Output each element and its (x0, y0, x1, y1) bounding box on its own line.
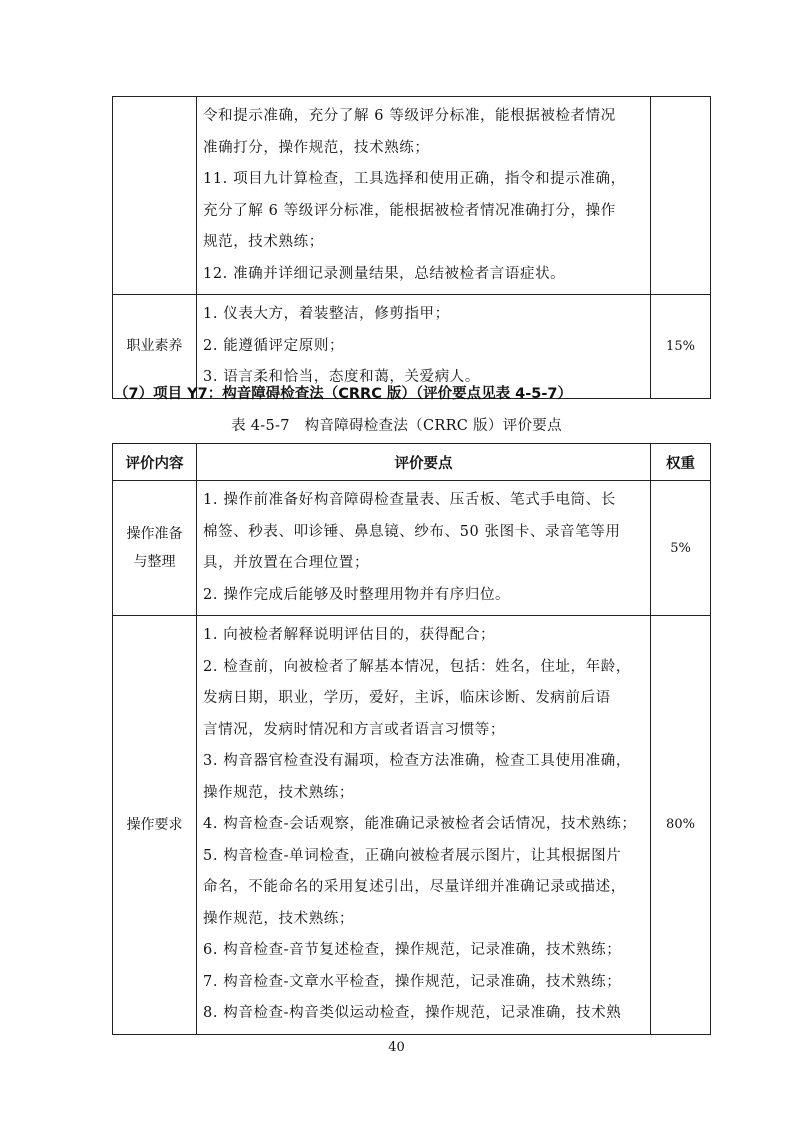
list-item: 2. 能遵循评定原则； (203, 337, 345, 354)
ops-requirements-cell (197, 616, 651, 1035)
list-item: 1. 操作前准备好构音障碍检查量表、压舌板、笔式手电筒、长 (203, 492, 616, 508)
list-item: 1. 仪表大方，着装整洁，修剪指甲； (203, 306, 450, 322)
list-item: 5. 构音检查-单词检查，正确向被检者展示图片，让其根据图片 (203, 847, 622, 864)
prep-label (113, 481, 197, 616)
list-item: 言情况，发病时情况和方言或者语言习惯等； (203, 721, 505, 738)
header-content: 评价内容 (113, 444, 197, 481)
list-item: 7. 构音检查-文章水平检查，操作规范，记录准确，技术熟练； (203, 973, 622, 990)
page-number: 40 (388, 1040, 405, 1055)
prep-label-line: 与整理 (133, 554, 176, 570)
list-item: 1. 向被检者解释说明评估目的，获得配合； (203, 627, 496, 643)
table-row (113, 97, 711, 295)
list-item: 操作规范，技术熟练； (203, 784, 354, 801)
list-item: 3. 构音器官检查没有漏项，检查方法准确，检查工具使用准确， (203, 753, 631, 769)
header-weight: 权重 (651, 444, 711, 481)
professional-weight: 15% (651, 295, 711, 399)
list-item: 2. 检查前，向被检者了解基本情况，包括：姓名，住址，年龄， (203, 658, 631, 675)
list-item: 11. 项目九计算检查，工具选择和使用正确，指令和提示准确， (203, 171, 626, 187)
list-item: 4. 构音检查-会话观察，能准确记录被检者会话情况，技术熟练； (203, 816, 637, 832)
header-points: 评价要点 (197, 444, 651, 481)
evaluation-table (112, 443, 711, 1035)
list-item: 12. 准确并详细记录测量结果，总结被检者言语症状。 (203, 265, 566, 282)
section-heading: （7）项目 Y7：构音障碍检查法（CRRC 版）（评价要点见表 4-5-7） (114, 386, 572, 402)
list-item: 2. 操作完成后能够及时整理用物并有序归位。 (203, 586, 511, 603)
ops-weight: 80% (651, 616, 711, 1035)
ops-label: 操作要求 (113, 616, 197, 1035)
list-item: 令和提示准确，充分了解 6 等级评分标准，能根据被检者情况 (203, 108, 616, 124)
table-caption: 表 4-5-7 构音障碍检查法（CRRC 版）评价要点 (231, 418, 562, 434)
list-item: 3. 语言柔和恰当，态度和蔼，关爱病人。 (203, 369, 480, 385)
table-header-row (113, 444, 711, 481)
list-item: 棉签、秒表、叩诊锤、鼻息镜、纱布、50 张图卡、录音笔等用 (203, 523, 621, 540)
continued-requirements-cell (197, 97, 651, 295)
list-item: 8. 构音检查-构音类似运动检查，操作规范，记录准确，技术熟 (203, 1005, 622, 1021)
list-item: 准确打分，操作规范，技术熟练； (203, 139, 430, 156)
professional-label: 职业素养 (113, 295, 197, 399)
list-item: 充分了解 6 等级评分标准，能根据被检者情况准确打分，操作 (203, 202, 616, 219)
empty-cell (113, 97, 197, 295)
list-item: 发病日期，职业，学历，爱好，主诉，临床诊断、发病前后语 (203, 690, 611, 706)
continued-table (112, 96, 711, 399)
prep-weight: 5% (651, 481, 711, 616)
list-item: 操作规范，技术熟练； (203, 910, 354, 927)
list-item: 具，并放置在合理位置； (203, 555, 370, 571)
list-item: 命名，不能命名的采用复述引出，尽量详细并准确记录或描述， (203, 879, 626, 895)
table-row (113, 481, 711, 616)
prep-requirements-cell (197, 481, 651, 616)
list-item: 6. 构音检查-音节复述检查，操作规范，记录准确，技术熟练； (203, 942, 622, 958)
empty-cell (651, 97, 711, 295)
prep-label-line: 操作准备 (126, 526, 183, 542)
table-row (113, 616, 711, 1035)
list-item: 规范，技术熟练； (203, 234, 324, 250)
